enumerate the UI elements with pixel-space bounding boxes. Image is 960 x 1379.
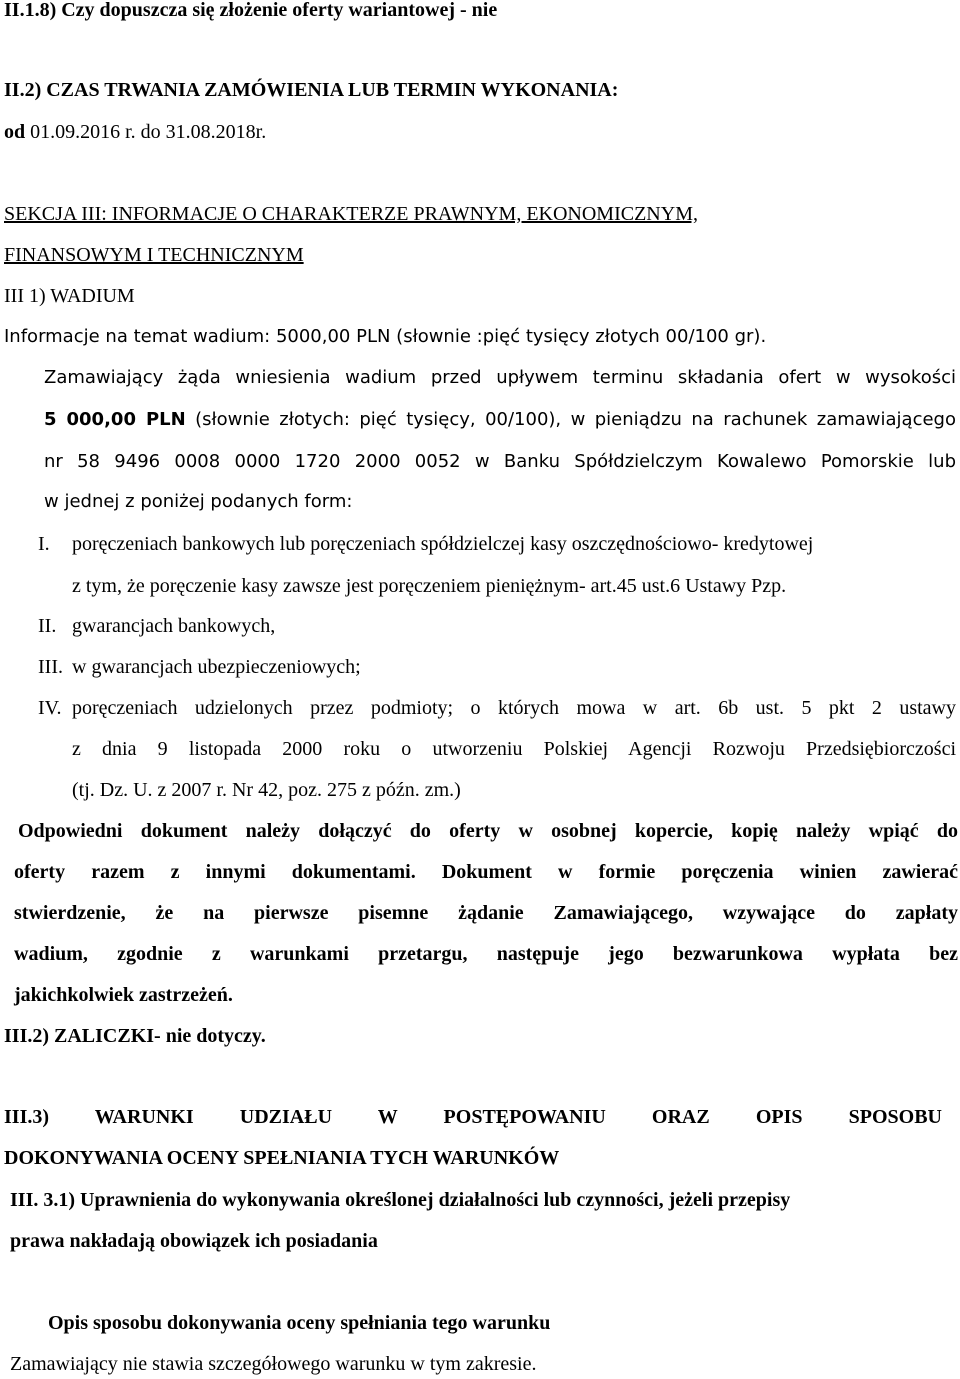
- evaluation-description-text: Zamawiający nie stawia szczegółowego warunku w tym zakresie.: [10, 1353, 537, 1375]
- list-item-number: IV.: [38, 697, 62, 719]
- wadium-paragraph-line4: w jednej z poniżej podanych form:: [44, 491, 353, 512]
- wadium-paragraph-line2: [44, 409, 956, 431]
- list-item-text: z tym, że poręczenie kasy zawsze jest poręczeniem pieniężnym- art.45 ust.6 Ustawy Pzp.: [72, 575, 787, 597]
- list-item-number: I.: [38, 533, 50, 555]
- list-item-number: III.: [38, 656, 63, 678]
- bold-paragraph-line4: wadium, zgodnie z warunkami przetargu, następuje jego bezwarunkowa wypłata bez: [14, 943, 958, 965]
- subsection-heading-permissions-line1: III. 3.1) Uprawnienia do wykonywania określonej działalności lub czynności, jeżeli przepisy: [10, 1189, 791, 1211]
- wadium-heading: III 1) WADIUM: [4, 285, 135, 307]
- list-item-text: z dnia 9 listopada 2000 roku o utworzeniu Polskiej Agencji Rozwoju Przedsiębiorczości: [72, 738, 956, 760]
- section-heading-conditions-line1: III.3) WARUNKI UDZIAŁU W POSTĘPOWANIU ORAZ OPIS SPOSOBU: [4, 1106, 942, 1128]
- duration-from-label: od: [4, 121, 26, 143]
- section-heading-duration: II.2) CZAS TRWANIA ZAMÓWIENIA LUB TERMIN WYKONANIA:: [4, 79, 619, 101]
- section-heading-variant-offer: II.1.8) Czy dopuszcza się złożenie oferty wariantowej - nie: [4, 0, 498, 21]
- list-item-text: poręczeniach udzielonych przez podmioty; o których mowa w art. 6b ust. 5 pkt 2 ustawy: [72, 697, 956, 719]
- list-item-number: II.: [38, 615, 57, 637]
- duration-dates: [4, 121, 266, 143]
- wadium-amount-words: (słownie złotych: pięć tysięcy, 00/100), w pieniądzu na rachunek zamawiającego: [185, 409, 956, 430]
- section-heading-conditions-line2: DOKONYWANIA OCENY SPEŁNIANIA TYCH WARUNKÓW: [4, 1147, 560, 1169]
- subsection-heading-permissions-line2: prawa nakładają obowiązek ich posiadania: [10, 1230, 378, 1252]
- bold-paragraph-line2: oferty razem z innymi dokumentami. Dokument w formie poręczenia winien zawierać: [14, 861, 958, 883]
- wadium-amount: 5 000,00 PLN: [44, 409, 186, 430]
- wadium-paragraph-line3: nr 58 9496 0008 0000 1720 2000 0052 w Banku Spółdzielczym Kowalewo Pomorskie lub: [44, 451, 956, 472]
- wadium-info: Informacje na temat wadium: 5000,00 PLN (słownie :pięć tysięcy złotych 00/100 gr).: [4, 326, 767, 347]
- list-item-text: gwarancjach bankowych,: [72, 615, 276, 637]
- list-item-text: w gwarancjach ubezpieczeniowych;: [72, 656, 361, 678]
- evaluation-description-heading: Opis sposobu dokonywania oceny spełniania tego warunku: [48, 1312, 551, 1334]
- duration-range: 01.09.2016 r. do 31.08.2018r.: [25, 121, 267, 143]
- list-item-text: poręczeniach bankowych lub poręczeniach spółdzielczej kasy oszczędnościowo- kredytowej: [72, 533, 814, 555]
- bold-paragraph-line1: Odpowiedni dokument należy dołączyć do oferty w osobnej kopercie, kopię należy wpiąć do: [18, 820, 958, 842]
- bold-paragraph-line5: jakichkolwiek zastrzeżeń.: [14, 984, 233, 1006]
- list-item-text: (tj. Dz. U. z 2007 r. Nr 42, poz. 275 z późn. zm.): [72, 779, 461, 801]
- section-iii-title-line1: SEKCJA III: INFORMACJE O CHARAKTERZE PRAWNYM, EKONOMICZNYM,: [4, 203, 698, 225]
- section-heading-advances: III.2) ZALICZKI- nie dotyczy.: [4, 1025, 266, 1047]
- section-iii-title-line2: FINANSOWYM I TECHNICZNYM: [4, 244, 304, 266]
- wadium-paragraph-line1: Zamawiający żąda wniesienia wadium przed upływem terminu składania ofert w wysokości: [44, 367, 956, 388]
- bold-paragraph-line3: stwierdzenie, że na pierwsze pisemne żądanie Zamawiającego, wzywające do zapłaty: [14, 902, 958, 924]
